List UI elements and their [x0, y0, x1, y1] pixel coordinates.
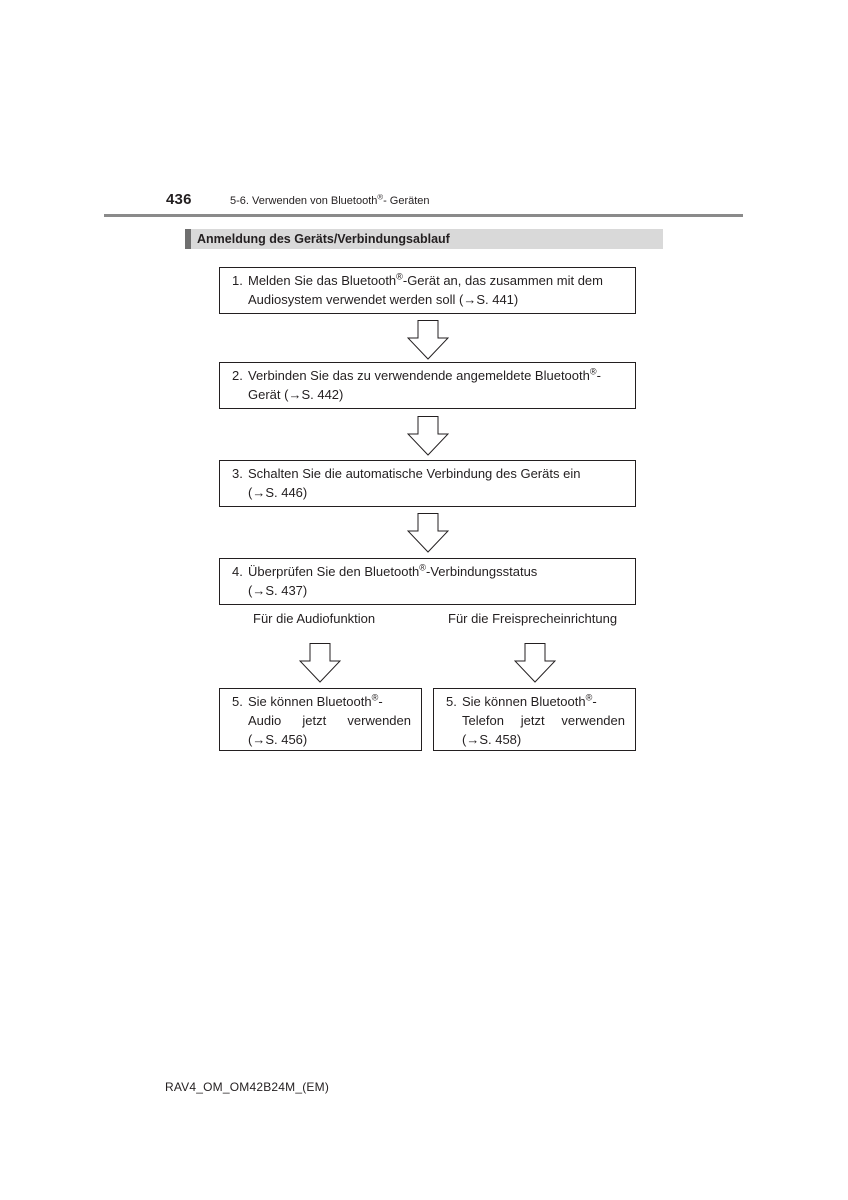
step-text-line1-pre: Melden Sie das Bluetooth	[248, 273, 397, 288]
step-text-line1-post: -	[378, 694, 383, 709]
page-number: 436	[166, 191, 192, 208]
running-header-prefix: 5-6. Verwenden von Bluetooth	[230, 195, 378, 207]
step-number: 1.	[232, 273, 243, 288]
step-text-line2: Audio jetzt verwenden	[248, 713, 411, 728]
down-arrow-icon	[407, 416, 449, 456]
flow-step-4	[219, 558, 636, 605]
step-text-line2: Telefon jetzt verwenden	[462, 713, 625, 728]
step-text	[248, 366, 625, 404]
step-text	[248, 692, 411, 749]
section-heading-title: Anmeldung des Geräts/Verbindungsablauf	[197, 232, 450, 246]
step-text	[462, 692, 625, 749]
down-arrow-icon	[299, 643, 341, 683]
flow-step-2	[219, 362, 636, 409]
step-text-line2: (→S. 437)	[248, 583, 308, 598]
step-text	[248, 271, 625, 309]
step-text-line1-post: -	[596, 368, 601, 383]
step-text-line1-post: -Gerät an, das zusammen mit dem	[402, 273, 603, 288]
step-text-line1-pre: Sie können Bluetooth	[248, 694, 372, 709]
down-arrow-icon	[514, 643, 556, 683]
running-header	[230, 192, 430, 207]
footer-document-code: RAV4_OM_OM42B24M_(EM)	[165, 1080, 330, 1094]
down-arrow-icon	[407, 320, 449, 360]
step-text	[248, 562, 625, 600]
down-arrow-icon	[407, 513, 449, 553]
step-text-line1-pre: Überprüfen Sie den Bluetooth	[248, 564, 420, 579]
registered-mark: ®	[396, 271, 403, 282]
step-text-line2: Audiosystem verwendet werden soll (→S. 441)	[248, 292, 519, 307]
step-text-line1-pre: Verbinden Sie das zu verwendende angemeldete Bluetooth	[248, 368, 590, 383]
running-header-suffix: - Geräten	[383, 195, 430, 207]
flow-step-3	[219, 460, 636, 507]
flow-step-5-phone	[433, 688, 636, 751]
registered-mark: ®	[419, 562, 426, 573]
step-number: 4.	[232, 564, 243, 579]
step-number: 5.	[232, 694, 243, 709]
step-text-line3: (→S. 456)	[248, 732, 308, 747]
step-text-line1-post: -	[592, 694, 597, 709]
branch-label-audio: Für die Audiofunktion	[253, 611, 376, 626]
flow-step-1	[219, 267, 636, 314]
flow-step-5-audio	[219, 688, 422, 751]
step-text	[248, 464, 625, 502]
step-text-line1-post: -Verbindungsstatus	[426, 564, 538, 579]
step-text-line3: (→S. 458)	[462, 732, 522, 747]
section-heading-bar	[185, 229, 663, 249]
section-heading-accent	[185, 229, 191, 249]
header-rule	[104, 214, 743, 217]
step-number: 3.	[232, 466, 243, 481]
registered-mark: ®	[585, 692, 593, 703]
step-text-line1-pre: Sie können Bluetooth	[462, 694, 586, 709]
registered-mark: ®	[371, 692, 379, 703]
step-text-line1: Schalten Sie die automatische Verbindung des Geräts ein	[248, 466, 581, 481]
branch-label-handsfree: Für die Freisprecheinrichtung	[448, 611, 618, 626]
step-text-line2: Gerät (→S. 442)	[248, 387, 344, 402]
step-number: 2.	[232, 368, 243, 383]
registered-mark: ®	[589, 366, 597, 377]
registered-mark: ®	[377, 192, 384, 202]
step-number: 5.	[446, 694, 457, 709]
step-text-line2: (→S. 446)	[248, 485, 308, 500]
